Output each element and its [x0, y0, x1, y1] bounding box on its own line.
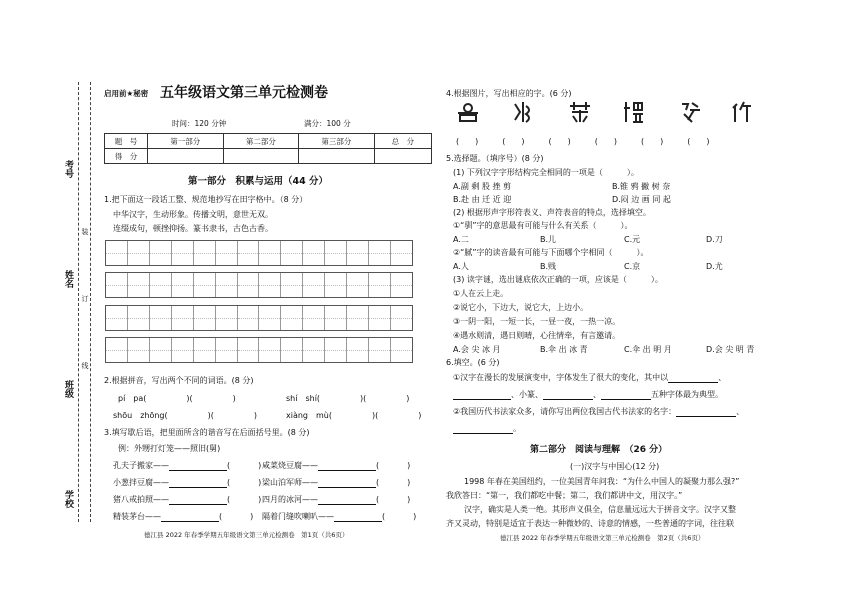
q5-3-riddle-1: ①人在云上走。 [453, 289, 509, 298]
ancient-glyph-1-icon [456, 102, 480, 129]
q4-prompt: 4.根据图片，写出相应的字。(6 分) [446, 89, 572, 98]
part1-title: 第一部分 积累与运用（44 分） [188, 176, 329, 187]
score-head-4: 总 分 [374, 134, 431, 149]
q5-3-riddle-4: ④遇水则清，遇日则晴，心往情牵，有言邀请。 [453, 331, 621, 340]
q5-2-prompt: (2) 根据形声字形符表义、声符表音的特点，选择填空。 [453, 208, 651, 217]
q5-2b-option-a[interactable]: A.人 [453, 262, 469, 271]
ancient-glyph-4-icon [622, 100, 644, 129]
q6-2-line-1: ②我国历代书法家众多，请你写出两位我国古代书法家的名字： 、 [453, 407, 745, 416]
q3-example: 例：外甥打灯笼——照旧(舅) [118, 444, 221, 453]
score-cell-4[interactable] [374, 149, 431, 164]
xiehouyu-1: 孔夫子搬家—— ( ) [113, 461, 262, 470]
writing-grid-row-3[interactable] [105, 305, 413, 331]
pinyin-1: pí pa( )( ) [118, 394, 236, 403]
writing-grid-row-4[interactable] [105, 337, 413, 363]
pinyin-3: shōu zhōng( )( ) [113, 411, 258, 420]
q5-1-option-d[interactable]: D.闷 边 画 同 起 [612, 195, 671, 204]
score-cell-2[interactable] [223, 149, 299, 164]
binding-line-outer [78, 82, 79, 522]
score-cell-3[interactable] [299, 149, 375, 164]
q5-2b-prompt: ②“腻”字的读音最有可能与下面哪个字相同（ ）。 [453, 248, 649, 257]
q5-2b-option-d[interactable]: D.尤 [706, 262, 723, 271]
q6-1-line-2: 、小篆、 、 五种字体最为典型。 [453, 389, 723, 400]
binding-line-inner [90, 82, 91, 522]
page1-footer: 德江县 2022 年春季学期五年级语文第三单元检测卷 第1页（共6页） [144, 531, 349, 539]
xiehouyu-5: 猪八戒拍照—— ( ) [113, 495, 262, 504]
ancient-glyph-2-icon [512, 100, 534, 129]
q5-1-option-a[interactable]: A.副 剩 股 挫 剪 [453, 182, 512, 191]
xiehouyu-4: 梁山泊军师—— ( ) [262, 478, 411, 487]
glyph-answer-row[interactable]: ( ) ( ) ( ) ( ) ( ) ( ) [456, 137, 710, 146]
ancient-glyph-3-icon [568, 100, 592, 129]
xiehouyu-2: 咸菜烧豆腐—— ( ) [262, 461, 411, 470]
q5-3-option-c[interactable]: C.伞 出 明 月 [624, 345, 672, 354]
score-head-3: 第三部分 [299, 134, 375, 149]
pinyin-3-text: shōu zhōng( [113, 411, 168, 420]
secret-label: 启用前★秘密 [104, 89, 149, 98]
class-label: 班级 [63, 380, 73, 398]
page2-footer: 德江县 2022 年春季学期五年级语文第三单元检测卷 第2页（共6页） [500, 534, 705, 542]
q5-2a-option-a[interactable]: A.二 [453, 235, 469, 244]
q3-prompt: 3.填写歇后语，把里面所含的谐音写在后面括号里。(8 分) [104, 428, 310, 437]
name-label: 姓名 [63, 270, 73, 288]
xiehouyu-3: 小葱拌豆腐—— ( ) [113, 478, 262, 487]
q5-1-option-b[interactable]: B.锥 鸦 撇 树 奈 [612, 182, 671, 191]
binding-mark-1: 装 [81, 228, 89, 235]
q5-3-riddle-3: ③一阴一阳，一短一长，一昼一夜，一热一凉。 [453, 317, 621, 326]
pinyin-4: xiàng mù( )( ) [286, 411, 422, 420]
reading-title: (一)汉字与中国心(12 分) [570, 462, 660, 471]
pinyin-2-text: shí shí( [286, 394, 321, 403]
q5-1-prompt: (1) 下列汉字字形结构完全相同的一项是（ ）。 [453, 168, 639, 177]
score-info: 满分：100 分 [304, 119, 351, 128]
binding-mark-2: 订 [81, 295, 89, 302]
pinyin-1-text: pí pa( [118, 394, 147, 403]
exam-no-label: 考号 [63, 160, 73, 178]
school-label: 学校 [63, 490, 73, 508]
q5-2b-option-b[interactable]: B.贱 [540, 262, 557, 271]
q5-2a-option-c[interactable]: C.元 [624, 235, 641, 244]
q1-prompt: 1.把下面这一段话工整、规范地抄写在田字格中。（8 分） [104, 195, 308, 204]
q5-3-prompt: (3) 读字谜，选出谜底依次正确的一项，应该是（ ）。 [453, 275, 663, 284]
q2-prompt: 2.根据拼音，写出两个不同的词语。(8 分) [104, 376, 254, 385]
q5-prompt: 5.选择题。（填序号）(8 分) [446, 154, 544, 163]
xiehouyu-6: 四月的冰河—— ( ) [262, 495, 411, 504]
score-table [104, 133, 432, 164]
writing-grid-row-2[interactable] [105, 272, 413, 298]
q5-2b-option-c[interactable]: C.京 [624, 262, 641, 271]
page-title: 五年级语文第三单元检测卷 [160, 85, 328, 101]
q1-line-1: 中华汉字，生动形象。传播文明，意世无双。 [113, 210, 273, 219]
q6-1-line-1: ①汉字在漫长的发展演变中，字体发生了很大的变化，其中以 、 [453, 373, 727, 382]
q1-line-2: 连缀成句，顿挫抑扬。篆书隶书，古色古香。 [113, 224, 273, 233]
score-cell-1[interactable] [148, 149, 224, 164]
q5-3-riddle-2: ②说它小，下边大，说它大，上边小。 [453, 303, 589, 312]
ancient-glyph-6-icon [730, 100, 752, 129]
q5-3-option-a[interactable]: A.会 尖 冰 月 [453, 345, 501, 354]
q6-prompt: 6.填空。(6 分) [446, 358, 500, 367]
reading-para-2: 我欣答曰：“第一，我们都吃中餐；第二，我们都讲中文，用汉字。” [446, 491, 683, 500]
pinyin-2: shí shí( )( ) [286, 394, 410, 403]
q5-3-option-b[interactable]: B.伞 出 冰 青 [540, 345, 588, 354]
part2-title: 第二部分 阅读与理解 （26 分） [530, 445, 668, 455]
q5-2a-option-b[interactable]: B.儿 [540, 235, 557, 244]
score-row-label: 得 分 [105, 149, 148, 164]
xiehouyu-7: 精装茅台—— ( ) [113, 512, 254, 521]
time-info: 时间：120 分钟 [172, 119, 227, 128]
q5-3-option-d[interactable]: D.会 尖 明 青 [706, 345, 755, 354]
reading-para-4: 齐又灵动，特别是适宜于表达一种微妙的、诗意的情感，一些普通的字词，往往联 [446, 519, 734, 528]
ancient-glyph-5-icon [678, 100, 702, 129]
pinyin-4-text: xiàng mù( [286, 411, 332, 420]
writing-grid-row-1[interactable] [105, 240, 413, 266]
score-head-0: 题 号 [105, 134, 148, 149]
reading-para-1: 1998 年春在美国纽约，一位美国青年问我：“为什么中国人的凝聚力那么强?” [464, 477, 740, 486]
binding-mark-3: 线 [81, 362, 89, 369]
q6-2-line-2: 。 [453, 423, 521, 434]
reading-para-3: 汉字，确实是人类一绝。其形声义俱全，信息量远远大于拼音文字。汉字又整 [464, 505, 736, 514]
score-head-2: 第二部分 [223, 134, 299, 149]
xiehouyu-8: 隔着门缝吹喇叭—— ( ) [262, 512, 417, 521]
q5-2a-option-d[interactable]: D.刀 [706, 235, 723, 244]
score-head-1: 第一部分 [148, 134, 224, 149]
q5-1-option-c[interactable]: B.赴 由 迁 近 迎 [453, 195, 512, 204]
q5-2a-prompt: ①“驯”字的意思最有可能与什么有关系（ ）。 [453, 221, 633, 230]
